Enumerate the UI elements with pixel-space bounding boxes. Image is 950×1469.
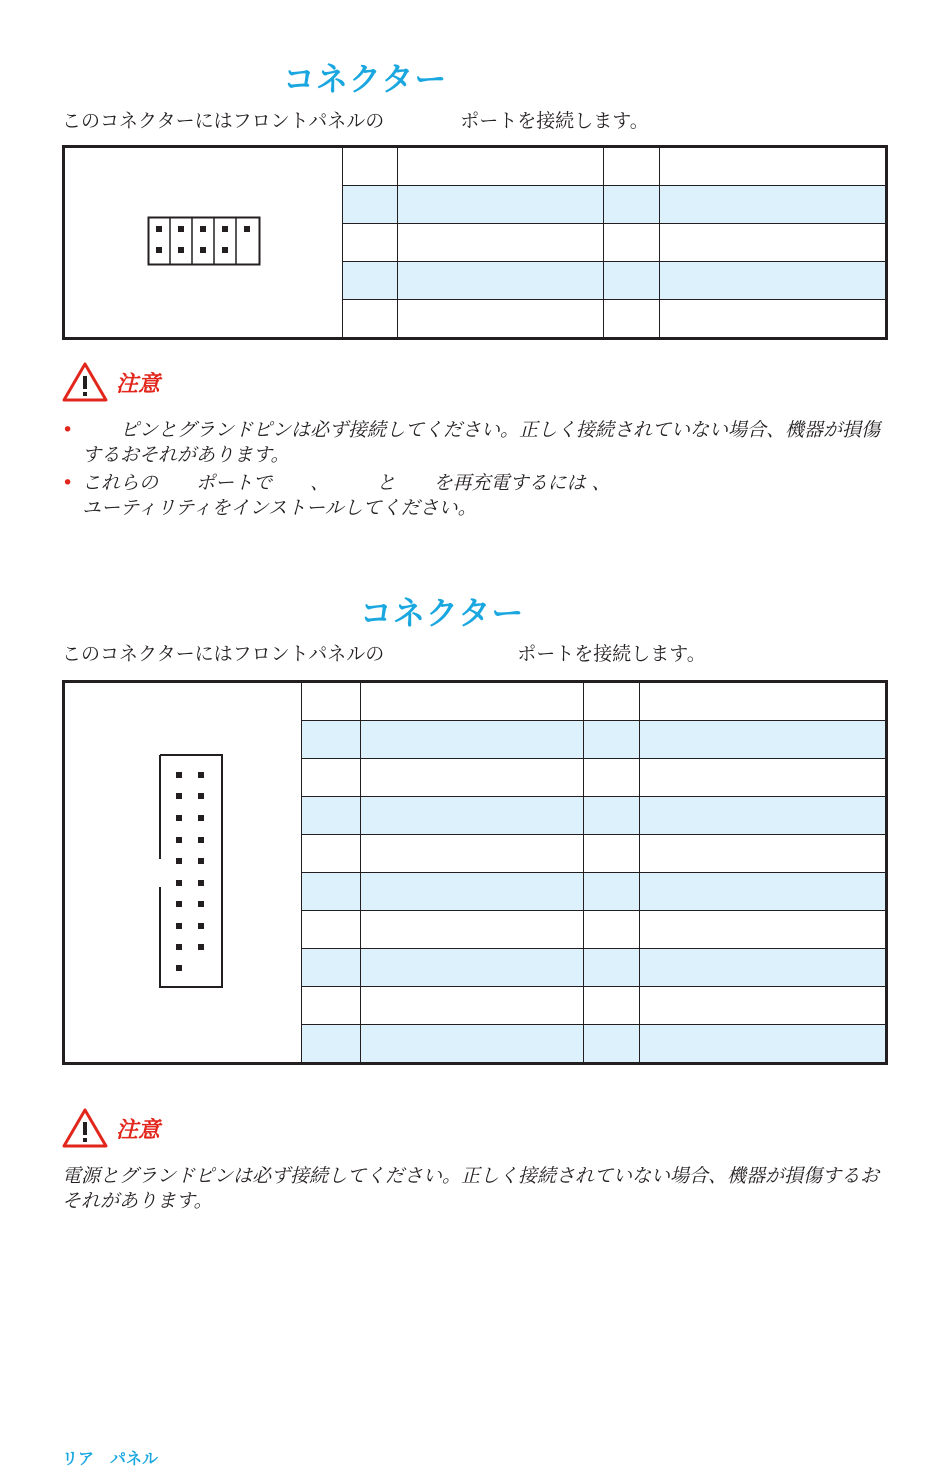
pin-cell (302, 949, 361, 987)
pin-cell (584, 721, 640, 759)
pin-cell (302, 911, 361, 949)
pin-cell (302, 987, 361, 1025)
pin-cell (361, 682, 584, 721)
pin-cell (584, 949, 640, 987)
pin-cell (639, 987, 886, 1025)
pin-cell (398, 186, 604, 224)
pin-cell (584, 911, 640, 949)
caution-label: 注意 (116, 371, 161, 397)
bullet-icon: • (62, 419, 74, 441)
pin-cell (343, 224, 398, 262)
warning-triangle-icon (62, 362, 108, 402)
pin-cell (659, 224, 886, 262)
pin-cell (343, 186, 398, 224)
section2-pin-diagram-cell (64, 682, 302, 1064)
section1-title: コネクター (283, 60, 448, 98)
pin-cell (361, 759, 584, 797)
caution-label: 注意 (116, 1117, 161, 1143)
section2-title: コネクター (360, 594, 525, 632)
section2-intro: このコネクターにはフロントパネルの ポートを接続します。 (62, 643, 706, 665)
pin-cell (398, 224, 604, 262)
pin-cell (659, 262, 886, 300)
section2-caution-header (62, 1108, 160, 1148)
pin-cell (302, 873, 361, 911)
pin-cell (659, 300, 886, 339)
pin-cell (584, 987, 640, 1025)
pin-cell (361, 873, 584, 911)
pin-cell (398, 147, 604, 186)
pin-cell (302, 835, 361, 873)
pin-cell (361, 911, 584, 949)
pin-cell (604, 300, 660, 339)
section1-notes (62, 418, 892, 524)
bullet-icon: • (62, 472, 74, 494)
pin-cell (584, 682, 640, 721)
pin-cell (302, 721, 361, 759)
section2-pin-table (62, 680, 888, 1065)
note-item (62, 471, 892, 521)
pin-cell (639, 873, 886, 911)
pin-cell (639, 682, 886, 721)
pin-cell (584, 873, 640, 911)
note-text: ピンとグランドピンは必ず接続してください。正しく接続されていない場合、機器が損傷するおそれがあります。 (82, 419, 881, 466)
pin-cell (361, 1025, 584, 1064)
pin-cell (584, 1025, 640, 1064)
pin-cell (639, 911, 886, 949)
pin-cell (361, 949, 584, 987)
pin-cell (361, 987, 584, 1025)
section1-intro: このコネクターにはフロントパネルの ポートを接続します。 (62, 110, 649, 132)
pin-cell (398, 300, 604, 339)
page-footer: リア パネル (62, 1449, 159, 1468)
pin-cell (361, 721, 584, 759)
pin-cell (659, 147, 886, 186)
pin-cell (398, 262, 604, 300)
pin-cell (604, 186, 660, 224)
note-text: これらの ポートで 、 と を再充電するには 、 ユーティリティをインストールしてください。 (82, 472, 611, 519)
pin-cell (343, 300, 398, 339)
note-item (62, 418, 892, 468)
pin-cell (361, 835, 584, 873)
pin-cell (302, 1025, 361, 1064)
pin-cell (639, 797, 886, 835)
pin-cell (584, 759, 640, 797)
pin-cell (361, 797, 584, 835)
pin-cell (639, 1025, 886, 1064)
section1-pin-table (62, 145, 888, 340)
pin-cell (302, 682, 361, 721)
pin-cell (302, 797, 361, 835)
warning-triangle-icon (62, 1108, 108, 1148)
pin-cell (343, 262, 398, 300)
pin-cell (659, 186, 886, 224)
pin-cell (639, 949, 886, 987)
pin-cell (584, 797, 640, 835)
pin-cell (604, 224, 660, 262)
section2-note: 電源とグランドピンは必ず接続してください。正しく接続されていない場合、機器が損傷するおそれがあります。 (62, 1165, 880, 1212)
usb3-pin-header-diagram (158, 753, 224, 989)
pin-cell (302, 759, 361, 797)
pin-cell (604, 262, 660, 300)
pin-cell (639, 721, 886, 759)
pin-cell (639, 759, 886, 797)
pin-cell (343, 147, 398, 186)
section1-pin-diagram-cell (64, 147, 343, 339)
pin-cell (604, 147, 660, 186)
pin-cell (639, 835, 886, 873)
section1-caution-header (62, 362, 160, 402)
usb2-pin-header-diagram (147, 216, 261, 266)
pin-cell (584, 835, 640, 873)
